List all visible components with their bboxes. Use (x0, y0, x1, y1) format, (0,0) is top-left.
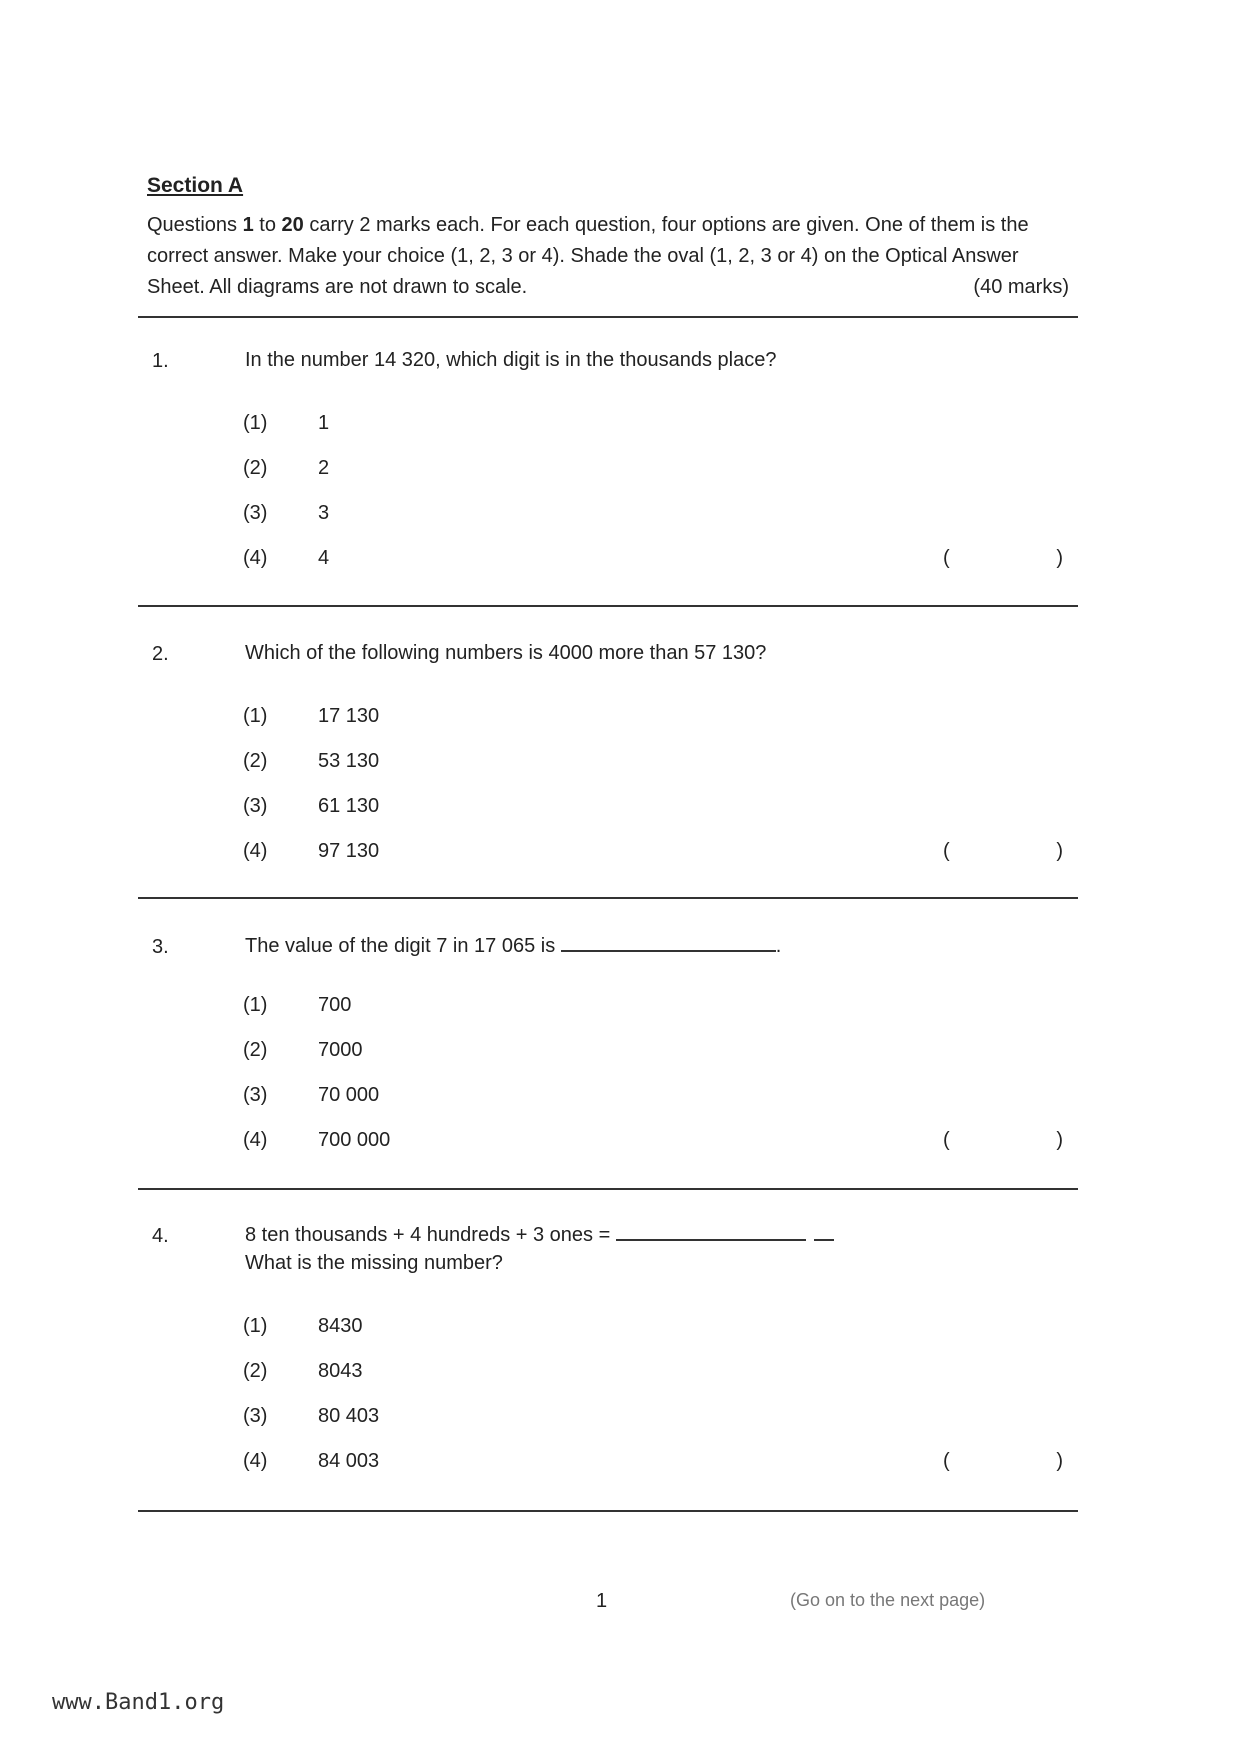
question-text-line2: What is the missing number? (245, 1252, 503, 1274)
answer-bracket-close: ) (1056, 1129, 1063, 1151)
divider (138, 1510, 1078, 1512)
instructions-text: to (253, 214, 282, 236)
instructions-text: carry 2 marks each. For each question, four options are given. One of them is the correct answer. Make your choice (1, 2, 3 or 4). Shade the oval (1, 2, 3 or 4) on the Optical Answer Sheet. All diagrams are not drawn to scale. (147, 214, 1029, 298)
option-value: 7000 (318, 1039, 363, 1061)
instructions-text: Questions (147, 214, 243, 236)
option-value: 2 (318, 457, 330, 479)
option-value: 700 (318, 994, 352, 1016)
option-label: (1) (243, 705, 268, 727)
option-value: 3 (318, 502, 330, 524)
option-label: (2) (243, 1360, 268, 1382)
option-value: 8043 (318, 1360, 363, 1382)
option-1[interactable] (243, 1315, 363, 1338)
option-4[interactable] (243, 547, 329, 570)
option-label: (3) (243, 1084, 268, 1106)
answer-bracket-open: ( (943, 1450, 950, 1472)
answer-box[interactable] (943, 1129, 1063, 1152)
option-label: (2) (243, 750, 268, 772)
option-2[interactable] (243, 1039, 363, 1062)
answer-blank (561, 932, 776, 952)
watermark: www.Band1.org (52, 1690, 225, 1715)
question-text: In the number 14 320, which digit is in the thousands place? (245, 349, 777, 371)
answer-bracket-open: ( (943, 840, 950, 862)
question-text-main: The value of the digit 7 in 17 065 is (245, 935, 556, 957)
answer-box[interactable] (943, 1450, 1063, 1473)
option-label: (4) (243, 840, 268, 862)
answer-box[interactable] (943, 547, 1063, 570)
option-3[interactable] (243, 795, 379, 818)
divider (138, 605, 1078, 607)
divider (138, 1188, 1078, 1190)
option-2[interactable] (243, 750, 379, 773)
option-label: (1) (243, 1315, 268, 1337)
section-instructions (147, 210, 1069, 303)
question-text (245, 932, 1005, 960)
question-text-end: . (775, 935, 782, 957)
option-value: 97 130 (318, 840, 380, 862)
option-value: 53 130 (318, 750, 380, 772)
question-number: 2. (152, 643, 169, 665)
option-label: (3) (243, 502, 268, 524)
option-label: (4) (243, 1450, 268, 1472)
option-3[interactable] (243, 502, 329, 525)
question-number: 4. (152, 1225, 169, 1247)
option-value: 700 000 (318, 1129, 391, 1151)
question-text: Which of the following numbers is 4000 more than 57 130? (245, 642, 767, 664)
divider (138, 316, 1078, 318)
option-label: (1) (243, 994, 268, 1016)
option-label: (3) (243, 1405, 268, 1427)
option-1[interactable] (243, 994, 351, 1017)
option-4[interactable] (243, 840, 379, 863)
option-3[interactable] (243, 1405, 379, 1428)
answer-blank (616, 1221, 806, 1241)
option-label: (2) (243, 1039, 268, 1061)
option-value: 4 (318, 547, 330, 569)
answer-box[interactable] (943, 840, 1063, 863)
option-value: 84 003 (318, 1450, 380, 1472)
section-title: Section A (147, 174, 244, 197)
option-value: 17 130 (318, 705, 380, 727)
option-value: 61 130 (318, 795, 380, 817)
option-label: (3) (243, 795, 268, 817)
option-3[interactable] (243, 1084, 379, 1107)
question-text-main: 8 ten thousands + 4 hundreds + 3 ones = (245, 1224, 611, 1246)
option-value: 1 (318, 412, 330, 434)
total-marks: (40 marks) (973, 276, 1069, 298)
question-text (245, 1221, 1005, 1277)
option-label: (2) (243, 457, 268, 479)
option-value: 80 403 (318, 1405, 380, 1427)
next-page-note: (Go on to the next page) (790, 1590, 986, 1610)
option-1[interactable] (243, 412, 329, 435)
option-label: (4) (243, 547, 268, 569)
answer-bracket-open: ( (943, 547, 950, 569)
option-1[interactable] (243, 705, 379, 728)
page-number: 1 (596, 1590, 608, 1612)
answer-blank-short (814, 1221, 834, 1241)
question-number: 1. (152, 350, 169, 372)
answer-bracket-open: ( (943, 1129, 950, 1151)
option-2[interactable] (243, 457, 329, 480)
option-2[interactable] (243, 1360, 363, 1383)
answer-bracket-close: ) (1056, 1450, 1063, 1472)
question-number: 3. (152, 936, 169, 958)
instructions-bold-end: 20 (281, 214, 304, 236)
instructions-bold-start: 1 (242, 214, 254, 236)
option-value: 8430 (318, 1315, 363, 1337)
option-4[interactable] (243, 1450, 379, 1473)
answer-bracket-close: ) (1056, 547, 1063, 569)
answer-bracket-close: ) (1056, 840, 1063, 862)
option-label: (1) (243, 412, 268, 434)
divider (138, 897, 1078, 899)
option-label: (4) (243, 1129, 268, 1151)
option-value: 70 000 (318, 1084, 380, 1106)
option-4[interactable] (243, 1129, 390, 1152)
